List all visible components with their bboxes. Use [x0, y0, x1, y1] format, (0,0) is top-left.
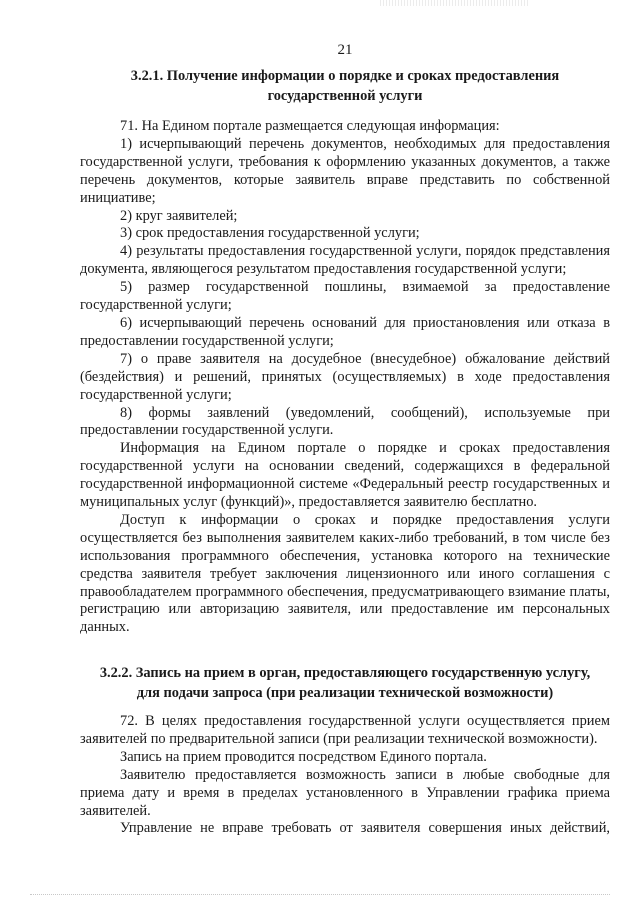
list-item: 5) размер государственной пошлины, взимаемой за предоставление государственной услуги;: [80, 279, 610, 314]
paragraph: Информация на Едином портале о порядке и сроках предоставления государственной услуги на основании сведений, содержащихся в федеральной государственной информационной системе «Федеральный реестр государственных и муниципальных услуг (функций)», предоставляется заявителю бесплатно.: [80, 440, 610, 511]
paragraph: Запись на прием проводится посредством Единого портала.: [120, 748, 487, 765]
section-heading-3-2-1: [80, 66, 610, 106]
paragraph: Управление не вправе требовать от заявителя совершения иных действий,: [120, 820, 610, 837]
list-item: 4) результаты предоставления государственной услуги, порядок представления документа, являющегося результатом предоставления государственной услуги;: [80, 243, 610, 278]
document-page: [80, 0, 610, 905]
section-heading-line: 3.2.2. Запись на прием в орган, предоставляющего государственную услугу,: [99, 665, 591, 681]
section-heading-line: для подачи запроса (при реализации технической возможности): [136, 685, 554, 701]
page-number: 21: [337, 42, 353, 58]
scan-edge-line: [30, 893, 610, 895]
list-item: 6) исчерпывающий перечень оснований для приостановления или отказа в предоставлении государственной услуги;: [80, 314, 610, 349]
paragraph: 71. На Едином портале размещается следующая информация:: [120, 118, 500, 134]
list-item: 3) срок предоставления государственной услуги;: [120, 225, 420, 242]
paragraph: 72. В целях предоставления государственной услуги осуществляется прием заявителей по предварительной записи (при реализации технической возможности).: [80, 713, 610, 747]
section-body-3-2-2: [80, 713, 610, 838]
list-item: 1) исчерпывающий перечень документов, необходимых для предоставления государственной услуги, требования к оформлению указанных документов, а также перечень документов, которые заявитель вправе представить по собственной инициативе;: [80, 135, 610, 206]
list-item: 7) о праве заявителя на досудебное (внесудебное) обжалование действий (бездействия) и решений, принятых (осуществляемых) в ходе предоставления государственной услуги;: [80, 350, 610, 403]
paragraph: Доступ к информации о сроках и порядке предоставления услуги осуществляется без выполнения заявителем каких-либо требований, в том числе без использования программного обеспечения, установка которого на технические средства заявителя требует заключения лицензионного или иного соглашения с правообладателем программного обеспечения, предусматривающего взимание платы, регистрацию или авторизацию заявителя, или предоставление им персональных данных.: [80, 511, 610, 636]
paragraph: Заявителю предоставляется возможность записи в любые свободные для приема дату и время в пределах установленного в Управлении графика приема заявителей.: [80, 766, 610, 819]
list-item: 8) формы заявлений (уведомлений, сообщений), используемые при предоставлении государственной услуги.: [80, 404, 610, 439]
list-item: 2) круг заявителей;: [120, 207, 238, 224]
section-heading-line: 3.2.1. Получение информации о порядке и сроках предоставления: [130, 68, 560, 84]
section-body-3-2-1: [80, 118, 610, 637]
section-heading-3-2-2: [80, 663, 610, 703]
section-heading-line: государственной услуги: [267, 88, 423, 104]
